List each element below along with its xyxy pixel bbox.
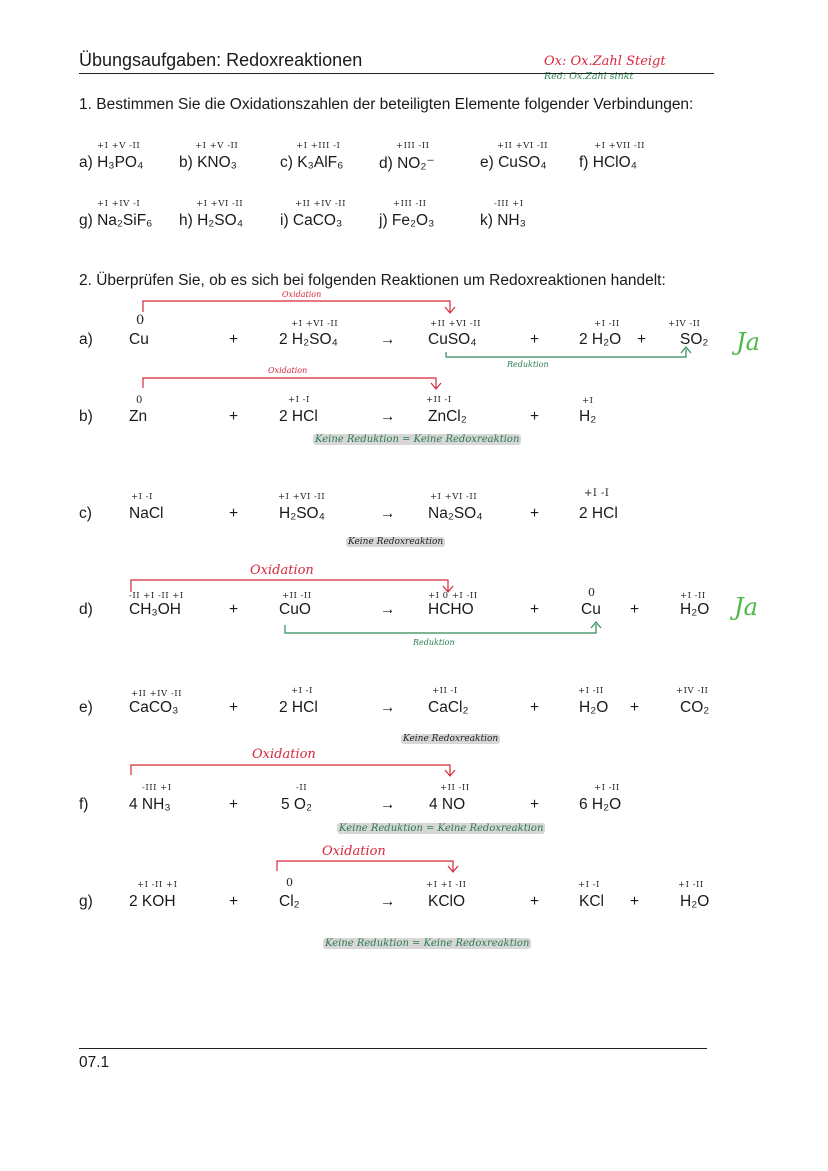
plus-sign: + [530,893,540,910]
ox-numbers: +I -I [288,395,310,405]
plus-sign: + [530,408,540,425]
plus-sign: + [229,601,239,618]
oxidation-label: Oxidation [282,290,322,299]
plus-sign: + [229,331,239,348]
ox-numbers: +III -II [396,141,430,151]
reaction-label: b) [79,408,93,425]
ox-numbers: +I -II [578,686,604,696]
species: KCl [579,893,604,910]
species: ZnCl₂ [428,408,467,425]
compound-label: c) K₃AlF₆ [280,154,344,171]
plus-sign: + [530,331,540,348]
compound-label: k) NH₃ [480,212,526,229]
species: KClO [428,893,466,910]
ox-numbers: +II -II [282,591,312,601]
plus-sign: + [229,893,239,910]
ox-numbers: +I 0 +I -II [428,591,478,601]
species: 5 O₂ [281,796,312,813]
reaction-arrow: → [380,601,396,618]
ox-numbers: +II +VI -II [497,141,548,151]
ox-numbers: +I -I [584,488,610,499]
ox-numbers: +I -I [578,880,600,890]
ox-numbers: +I -I [291,686,313,696]
reaction-arrow: → [380,505,396,522]
species: Na₂SO₄ [428,505,483,522]
plus-sign: + [630,699,640,716]
reaction-arrow: → [380,893,396,910]
compound-label: j) Fe₂O₃ [379,212,435,229]
legend-reduction: Red: Ox.Zahl sinkt [544,71,634,82]
species: NaCl [129,505,164,522]
species: CH₃OH [129,601,181,618]
ox-numbers: +IV -II [676,686,709,696]
ox-numbers: +I +I -II [426,880,467,890]
species: 4 NO [429,796,466,813]
plus-sign: + [630,893,640,910]
ox-numbers: +I +V -II [97,141,141,151]
note: Keine Redoxreaktion [348,537,444,547]
species: Cu [129,331,149,348]
plus-sign: + [630,601,640,618]
note: Keine Reduktion = Keine Redoxreaktion [315,434,520,445]
ox-numbers: +II +IV -II [131,689,182,699]
ox-numbers: -III +I [494,199,524,209]
ox-numbers: +II -I [432,686,458,696]
reaction-label: d) [79,601,93,618]
ox-numbers: +II +IV -II [295,199,346,209]
ox-numbers: 0 [588,586,596,599]
compound-label: e) CuSO₄ [480,154,547,171]
note: Keine Redoxreaktion [403,734,499,744]
species: CaCO₃ [129,699,179,716]
ox-numbers: +I +III -I [296,141,341,151]
ox-numbers: +I +V -II [195,141,239,151]
species: 6 H₂O [579,796,622,813]
species: H₂ [579,408,597,425]
reaction-arrow: → [380,331,396,348]
ox-numbers: +I -II [594,319,620,329]
oxidation-label: Oxidation [250,563,314,578]
ox-numbers: +I [582,396,594,406]
footer-rule [79,1048,707,1049]
plus-sign: + [229,505,239,522]
ox-numbers: +I +VI -II [278,492,326,502]
species: 2 HCl [279,699,318,716]
species: 4 NH₃ [129,796,171,813]
ox-numbers: +I +VI -II [196,199,244,209]
plus-sign: + [229,408,239,425]
verdict-ja: Ja [736,328,760,356]
plus-sign: + [229,796,239,813]
species: 2 H₂SO₄ [279,331,338,348]
reduction-label: Reduktion [413,638,455,647]
legend-oxidation: Ox: Ox.Zahl Steigt [544,54,666,69]
ox-numbers: +II +VI -II [430,319,481,329]
task1-heading: 1. Bestimmen Sie die Oxidationszahlen der beteiligten Elemente folgender Verbindungen: [79,96,694,113]
ox-numbers: 0 [136,395,143,406]
species: Cu [581,601,601,618]
ox-numbers: 0 [136,313,145,328]
ox-numbers: +IV -II [668,319,701,329]
species: H₂SO₄ [279,505,325,522]
compound-label: d) NO₂⁻ [379,155,435,172]
task2-heading: 2. Überprüfen Sie, ob es sich bei folgenden Reaktionen um Redoxreaktionen handelt: [79,272,666,289]
compound-label: a) H₃PO₄ [79,154,144,171]
plus-sign: + [530,601,540,618]
plus-sign: + [530,699,540,716]
reaction-label: c) [79,505,92,522]
oxidation-label: Oxidation [268,366,308,375]
compound-label: h) H₂SO₄ [179,212,244,229]
note: Keine Reduktion = Keine Redoxreaktion [339,823,544,834]
plus-sign: + [229,699,239,716]
species: 2 KOH [129,893,176,910]
reaction-arrow: → [380,699,396,716]
plus-sign: + [530,505,540,522]
page-title: Übungsaufgaben: Redoxreaktionen [79,50,363,70]
species: Cl₂ [279,893,300,910]
ox-numbers: -III +I [142,783,172,793]
oxidation-label: Oxidation [252,747,316,762]
reaction-label: a) [79,331,93,348]
ox-numbers: +I +VI -II [291,319,339,329]
species: CaCl₂ [428,699,469,716]
compound-label: i) CaCO₃ [280,212,343,229]
reduction-label: Reduktion [507,360,549,369]
ox-numbers: +I -II [678,880,704,890]
species: CO₂ [680,699,710,716]
ox-numbers: -II [296,783,308,793]
species: H₂O [579,699,609,716]
reaction-label: f) [79,796,89,813]
species: H₂O [680,601,710,618]
ox-numbers: +III -II [393,199,427,209]
ox-numbers: +I +VI -II [430,492,478,502]
species: H₂O [680,893,710,910]
species: 2 HCl [279,408,318,425]
verdict-ja: Ja [734,593,758,621]
reaction-arrow: → [380,408,396,425]
ox-numbers: +II -I [426,395,452,405]
ox-numbers: +I +VII -II [594,141,645,151]
reaction-label: e) [79,699,93,716]
plus-sign: + [530,796,540,813]
species: CuSO₄ [428,331,477,348]
ox-numbers: +I +IV -I [97,199,141,209]
ox-numbers: +I -I [131,492,153,502]
ox-numbers: +I -II [594,783,620,793]
ox-numbers: +I -II +I [137,880,178,890]
species: 2 HCl [579,505,618,522]
ox-numbers: 0 [286,876,294,889]
reaction-arrow: → [380,796,396,813]
plus-sign: + [637,331,647,348]
compound-label: b) KNO₃ [179,154,237,171]
species: 2 H₂O [579,331,622,348]
ox-numbers: +I -II [680,591,706,601]
page-number: 07.1 [79,1054,110,1071]
ox-numbers: -II +I -II +I [129,591,184,601]
species: CuO [279,601,311,618]
note: Keine Reduktion = Keine Redoxreaktion [325,938,530,949]
ox-numbers: +II -II [440,783,470,793]
reaction-label: g) [79,893,93,910]
species: SO₂ [680,331,709,348]
species: HCHO [428,601,474,618]
compound-label: f) HClO₄ [579,154,637,171]
compound-label: g) Na₂SiF₆ [79,212,153,229]
species: Zn [129,408,148,425]
oxidation-label: Oxidation [322,844,386,859]
